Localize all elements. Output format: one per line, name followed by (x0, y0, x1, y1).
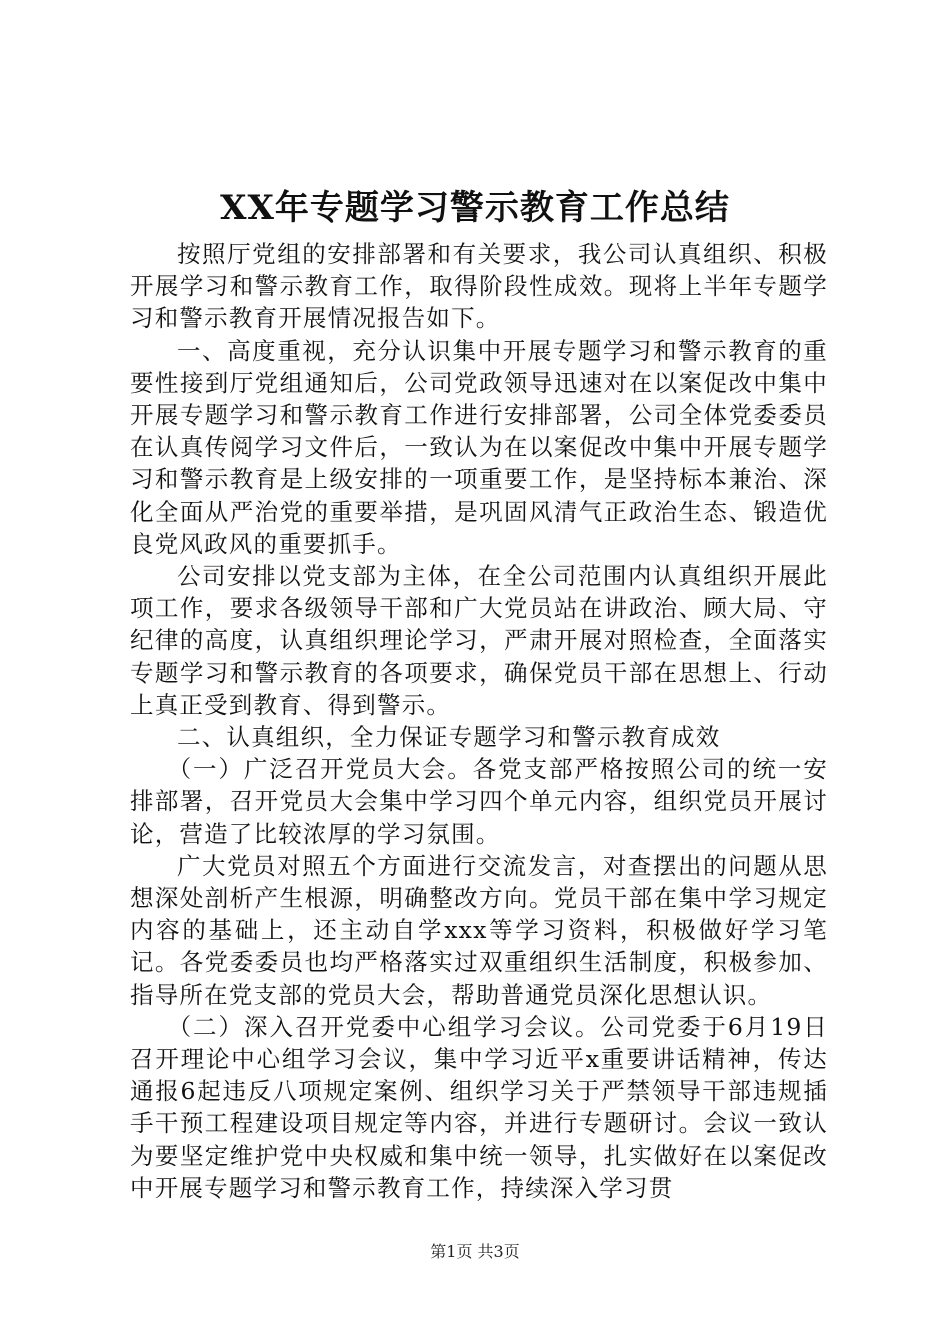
page-number-footer: 第1页 共3页 (430, 1242, 520, 1261)
paragraph-intro: 按照厅党组的安排部署和有关要求，我公司认真组织、积极开展学习和警示教育工作，取得阶段性成效。现将上半年专题学习和警示教育开展情况报告如下。 (130, 240, 828, 333)
document-body (130, 238, 828, 1204)
section-two-heading: 二、认真组织，全力保证专题学习和警示教育成效 (177, 723, 721, 752)
paragraph-item-one: （一）广泛召开党员大会。各党支部严格按照公司的统一安排部署，召开党员大会集中学习四个单元内容，组织党员开展讨论，营造了比较浓厚的学习氛围。 (130, 755, 828, 848)
paragraph-member-discussion: 广大党员对照五个方面进行交流发言，对查摆出的问题从思想深处剖析产生根源，明确整改方向。党员干部在集中学习规定内容的基础上，还主动自学xxx等学习资料，积极做好学习笔记。各党委委员也均严格落实过双重组织生活制度，积极参加、指导所在党支部的党员大会，帮助普通党员深化思想认识。 (130, 851, 828, 1009)
paragraph-arrangement: 公司安排以党支部为主体，在全公司范围内认真组织开展此项工作，要求各级领导干部和广大党员站在讲政治、顾大局、守纪律的高度，认真组织理论学习，严肃开展对照检查，全面落实专题学习和警示教育的各项要求，确保党员干部在思想上、行动上真正受到教育、得到警示。 (130, 562, 828, 719)
paragraph-section-one: 一、高度重视，充分认识集中开展专题学习和警示教育的重要性接到厅党组通知后，公司党政领导迅速对在以案促改中集中开展专题学习和警示教育工作进行安排部署，公司全体党委委员在认真传阅学习文件后，一致认为在以案促改中集中开展专题学习和警示教育是上级安排的一项重要工作，是坚持标本兼治、深化全面从严治党的重要举措，是巩固风清气正政治生态、锻造优良党风政风的重要抓手。 (130, 336, 828, 558)
document-title: XX年专题学习警示教育工作总结 (220, 188, 730, 228)
paragraph-item-two: （二）深入召开党委中心组学习会议。公司党委于6月19日召开理论中心组学习会议，集中学习近平x重要讲话精神，传达通报6起违反八项规定案例、组织学习关于严禁领导干部违规插手干预工程建设项目规定等内容，并进行专题研讨。会议一致认为要坚定维护党中央权威和集中统一领导，扎实做好在以案促改中开展专题学习和警示教育工作，持续深入学习贯 (130, 1012, 828, 1202)
